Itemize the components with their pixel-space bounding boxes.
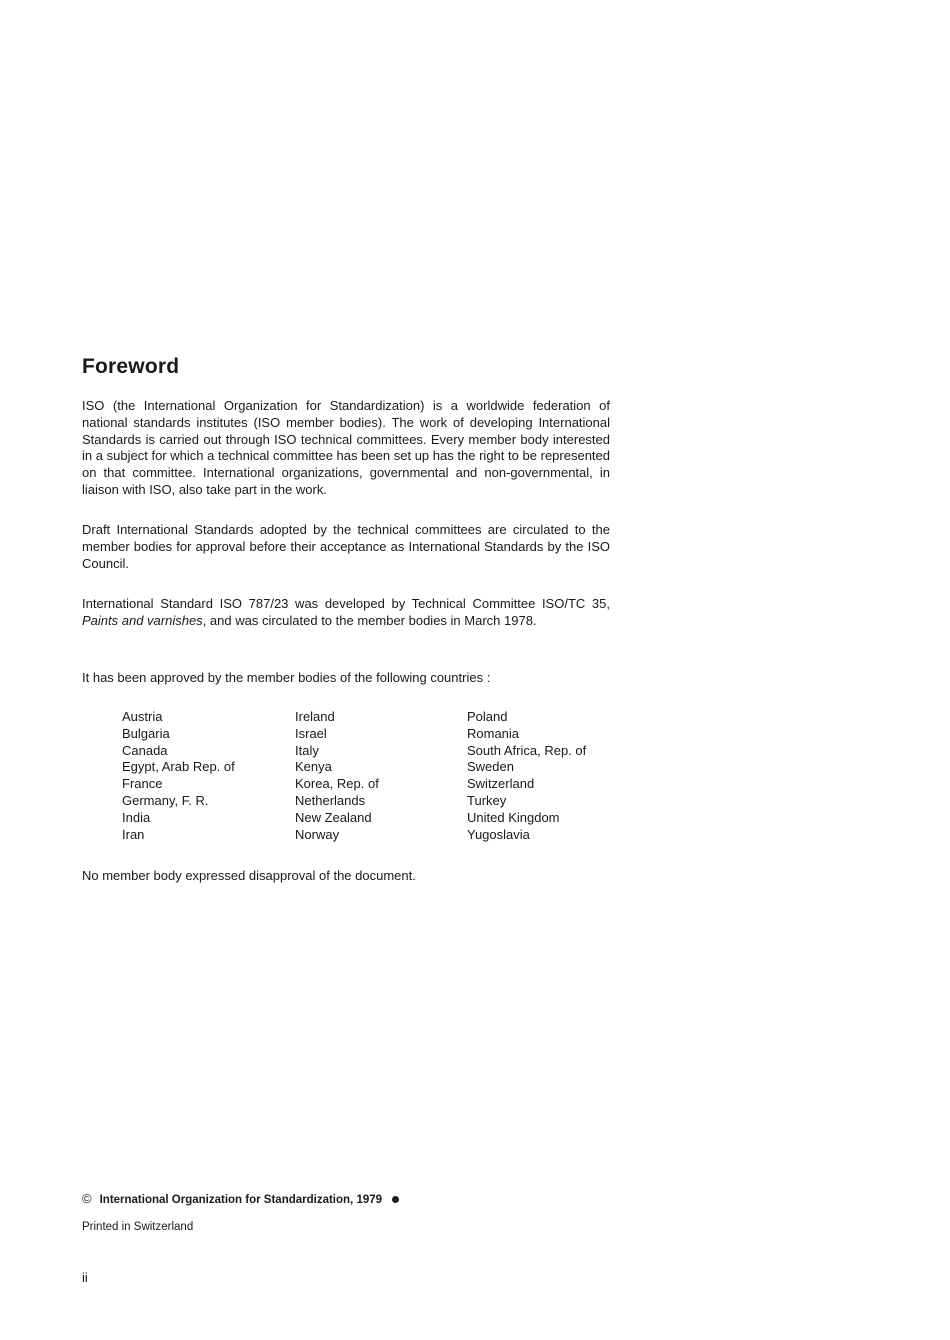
paragraph-no-disapproval: No member body expressed disapproval of the document. — [82, 868, 416, 883]
committee-title: Paints and varnishes — [82, 612, 203, 628]
country-item: Canada — [122, 742, 168, 758]
country-item: Bulgaria — [122, 725, 170, 741]
country-item: Turkey — [467, 792, 507, 808]
country-item: Iran — [122, 826, 145, 842]
country-item: India — [122, 809, 151, 825]
country-item: Ireland — [295, 709, 335, 724]
country-item: Sweden — [467, 759, 514, 775]
country-item: Egypt, Arab Rep. of — [122, 759, 235, 775]
country-item: Germany, F. R. — [122, 792, 209, 808]
paragraph-approval: It has been approved by the member bodies of the following countries : — [82, 670, 491, 685]
paragraph-standard-development — [82, 596, 610, 630]
country-item: Austria — [122, 709, 163, 724]
country-item: New Zealand — [295, 809, 372, 825]
country-item: Netherlands — [295, 792, 366, 808]
country-column-1 — [122, 709, 235, 843]
country-item: France — [122, 776, 163, 792]
country-item: Norway — [295, 826, 340, 842]
copyright-icon: © — [82, 1191, 92, 1206]
country-item: Korea, Rep. of — [295, 776, 379, 792]
country-item: Switzerland — [467, 776, 535, 792]
country-column-2 — [295, 709, 379, 843]
copyright-line — [82, 1191, 399, 1206]
page-number: ii — [82, 1270, 88, 1285]
paragraph-draft-standards: Draft International Standards adopted by the technical committees are circulated to the member bodies for approval before their acceptance as International Standards by the ISO Council. — [82, 522, 610, 571]
copyright-text: International Organization for Standardization, 1979 — [99, 1194, 383, 1206]
country-item: Italy — [295, 742, 319, 758]
country-item: Poland — [467, 709, 508, 724]
country-item: South Africa, Rep. of — [467, 742, 587, 758]
standard-development-text: International Standard ISO 787/23 was developed by Technical Committee ISO/TC 35, — [82, 596, 610, 611]
paragraph-iso-intro: ISO (the International Organization for Standardization) is a worldwide federation of national standards institutes (ISO member bodies). The work of developing International Standards is carried out through ISO technical committees. Every member body interested in a subject for which a technical committee has been set up has the right to be represented on that committee. International organizations, governmental and non-governmental, in liaison with ISO, also take part in the work. — [82, 398, 610, 497]
bullet-dot-icon — [392, 1196, 399, 1203]
country-item: Yugoslavia — [467, 826, 530, 842]
country-item: United Kingdom — [467, 809, 560, 825]
country-item: Israel — [295, 725, 327, 741]
country-item: Kenya — [295, 759, 332, 775]
standard-development-text-end: , and was circulated to the member bodies in March 1978. — [202, 612, 537, 628]
country-item: Romania — [467, 725, 520, 741]
page-title: Foreword — [82, 355, 180, 378]
country-column-3 — [467, 709, 586, 843]
printed-in-text: Printed in Switzerland — [82, 1221, 194, 1233]
